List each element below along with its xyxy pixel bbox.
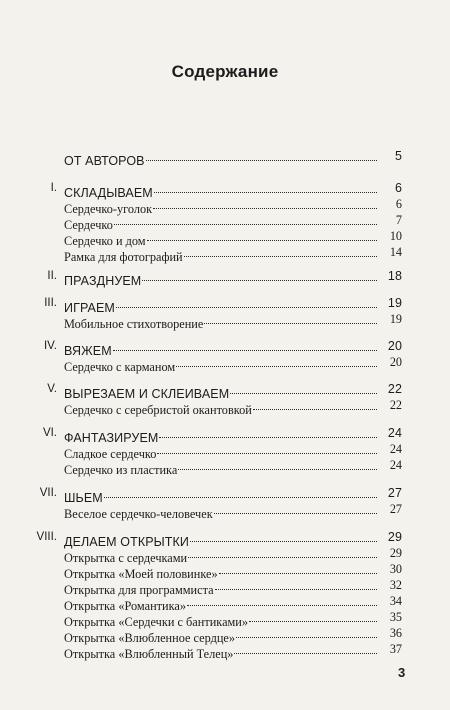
dot-leader xyxy=(178,453,377,470)
toc-entry-row xyxy=(0,244,450,264)
section-number: II. xyxy=(47,270,57,282)
toc-page-number: 6 xyxy=(395,197,402,211)
toc-leader-line xyxy=(64,641,378,662)
toc-entry-row xyxy=(0,625,450,645)
toc-page-number: 35 xyxy=(389,610,402,624)
toc-page-number: 27 xyxy=(389,502,402,516)
dot-leader xyxy=(249,605,377,622)
section-number: I. xyxy=(50,182,57,194)
dot-leader xyxy=(142,264,377,281)
toc-entry-title: Открытка для программиста xyxy=(64,583,214,597)
toc-leader-line xyxy=(64,268,378,289)
dot-leader xyxy=(253,393,377,410)
toc-page-number: 22 xyxy=(387,382,402,396)
dot-leader xyxy=(215,573,377,590)
toc-entry-row xyxy=(0,311,450,331)
toc-entry-title: Веселое сердечко-человечек xyxy=(64,507,213,521)
toc-page-number: 24 xyxy=(387,426,402,440)
dot-leader xyxy=(116,291,377,308)
toc-page-number: 37 xyxy=(389,642,402,656)
toc-page-number: 7 xyxy=(395,213,402,227)
toc-page-number: 18 xyxy=(387,269,402,283)
toc-entry-title: Сладкое сердечко xyxy=(64,447,157,461)
dot-leader xyxy=(219,557,377,574)
toc-entry-row xyxy=(0,609,450,629)
toc-leader-line xyxy=(64,354,378,375)
dot-leader xyxy=(214,497,377,514)
toc-entry-title: Мобильное стихотворение xyxy=(64,317,204,331)
toc-page-number: 14 xyxy=(389,245,402,259)
toc-entry-title: Открытка с сердечками xyxy=(64,551,188,565)
dot-leader xyxy=(147,224,377,241)
dot-leader xyxy=(234,637,377,654)
toc-entry-title: ИГРАЕМ xyxy=(64,301,115,315)
toc-page-number: 6 xyxy=(394,181,402,195)
dot-leader xyxy=(154,176,377,193)
toc-page-number: 20 xyxy=(387,339,402,353)
toc-entry-row xyxy=(0,593,450,613)
toc-entry-title: Открытка «Романтика» xyxy=(64,599,187,613)
toc-entry-row xyxy=(0,397,450,417)
section-number: III. xyxy=(44,297,57,309)
toc-page-number: 20 xyxy=(389,355,402,369)
dot-leader xyxy=(113,334,377,351)
toc-entry-title: Открытка «Моей половинке» xyxy=(64,567,218,581)
toc-entry-title: Рамка для фотографий xyxy=(64,250,183,264)
dot-leader xyxy=(188,541,377,558)
toc-page-number: 19 xyxy=(387,296,402,310)
section-number: V. xyxy=(47,383,57,395)
toc-page-number: 34 xyxy=(389,594,402,608)
dot-leader xyxy=(104,481,377,498)
toc-section-row xyxy=(0,381,450,401)
section-number: VIII. xyxy=(36,531,57,543)
toc-leader-line xyxy=(64,501,378,522)
dot-leader xyxy=(114,208,377,225)
toc-section-row xyxy=(0,148,450,168)
toc-page-number: 29 xyxy=(389,546,402,560)
dot-leader xyxy=(187,589,377,606)
toc-entry-title: ВЯЖЕМ xyxy=(64,344,112,358)
section-number: VII. xyxy=(39,487,57,499)
toc-entry-row xyxy=(0,641,450,661)
dot-leader xyxy=(153,192,377,209)
toc-page-number: 19 xyxy=(389,312,402,326)
toc-entry-title: Сердечко с серебристой окантовкой xyxy=(64,403,252,417)
toc-entry-title: ВЫРЕЗАЕМ И СКЛЕИВАЕМ xyxy=(64,387,230,401)
toc-entry-title: Сердечко из пластика xyxy=(64,463,178,477)
page-title: Содержание xyxy=(171,62,279,81)
toc-page-number: 32 xyxy=(389,578,402,592)
dot-leader xyxy=(159,421,377,438)
toc-entry-title: Открытка «Влюбленное сердце» xyxy=(64,631,236,645)
toc-entry-title: Сердечко с карманом xyxy=(64,360,176,374)
dot-leader xyxy=(230,377,377,394)
toc-section-row xyxy=(0,268,450,288)
toc-leader-line xyxy=(64,148,378,169)
dot-leader xyxy=(157,437,377,454)
toc-entry-row xyxy=(0,501,450,521)
toc-page-number: 5 xyxy=(394,149,402,163)
toc-page-number: 22 xyxy=(389,398,402,412)
toc-entry-title: Сердечко xyxy=(64,218,113,232)
toc-entry-title: Открытка «Сердечки с бантиками» xyxy=(64,615,249,629)
toc-leader-line xyxy=(64,457,378,478)
dot-leader xyxy=(204,307,377,324)
toc-leader-line xyxy=(64,311,378,332)
dot-leader xyxy=(184,240,377,257)
toc-leader-line xyxy=(64,397,378,418)
toc-entry-title: ПРАЗДНУЕМ xyxy=(64,274,142,288)
dot-leader xyxy=(146,144,377,161)
toc-page-number: 29 xyxy=(387,530,402,544)
toc-page-number: 27 xyxy=(387,486,402,500)
toc-leader-line xyxy=(64,244,378,265)
toc-entry-title: ОТ АВТОРОВ xyxy=(64,154,145,168)
toc-entry-title: ФАНТАЗИРУЕМ xyxy=(64,431,159,445)
dot-leader xyxy=(176,350,377,367)
toc-page-number: 10 xyxy=(389,229,402,243)
toc-page-number: 24 xyxy=(389,458,402,472)
toc-entry-row xyxy=(0,457,450,477)
page-number: 3 xyxy=(398,665,406,680)
toc-entry-title: Сердечко-уголок xyxy=(64,202,153,216)
toc-entry-title: ШЬЕМ xyxy=(64,491,103,505)
dot-leader xyxy=(236,621,377,638)
toc-page-number: 24 xyxy=(389,442,402,456)
toc-page-number: 36 xyxy=(389,626,402,640)
section-number: IV. xyxy=(43,340,57,352)
section-number: VI. xyxy=(42,427,57,439)
toc-page-number: 30 xyxy=(389,562,402,576)
toc-entry-row xyxy=(0,354,450,374)
toc-entry-title: ДЕЛАЕМ ОТКРЫТКИ xyxy=(64,535,190,549)
dot-leader xyxy=(190,525,377,542)
toc-entry-title: СКЛАДЫВАЕМ xyxy=(64,186,153,200)
toc-entry-title: Открытка «Влюбленный Телец» xyxy=(64,647,234,661)
toc-entry-title: Сердечко и дом xyxy=(64,234,146,248)
